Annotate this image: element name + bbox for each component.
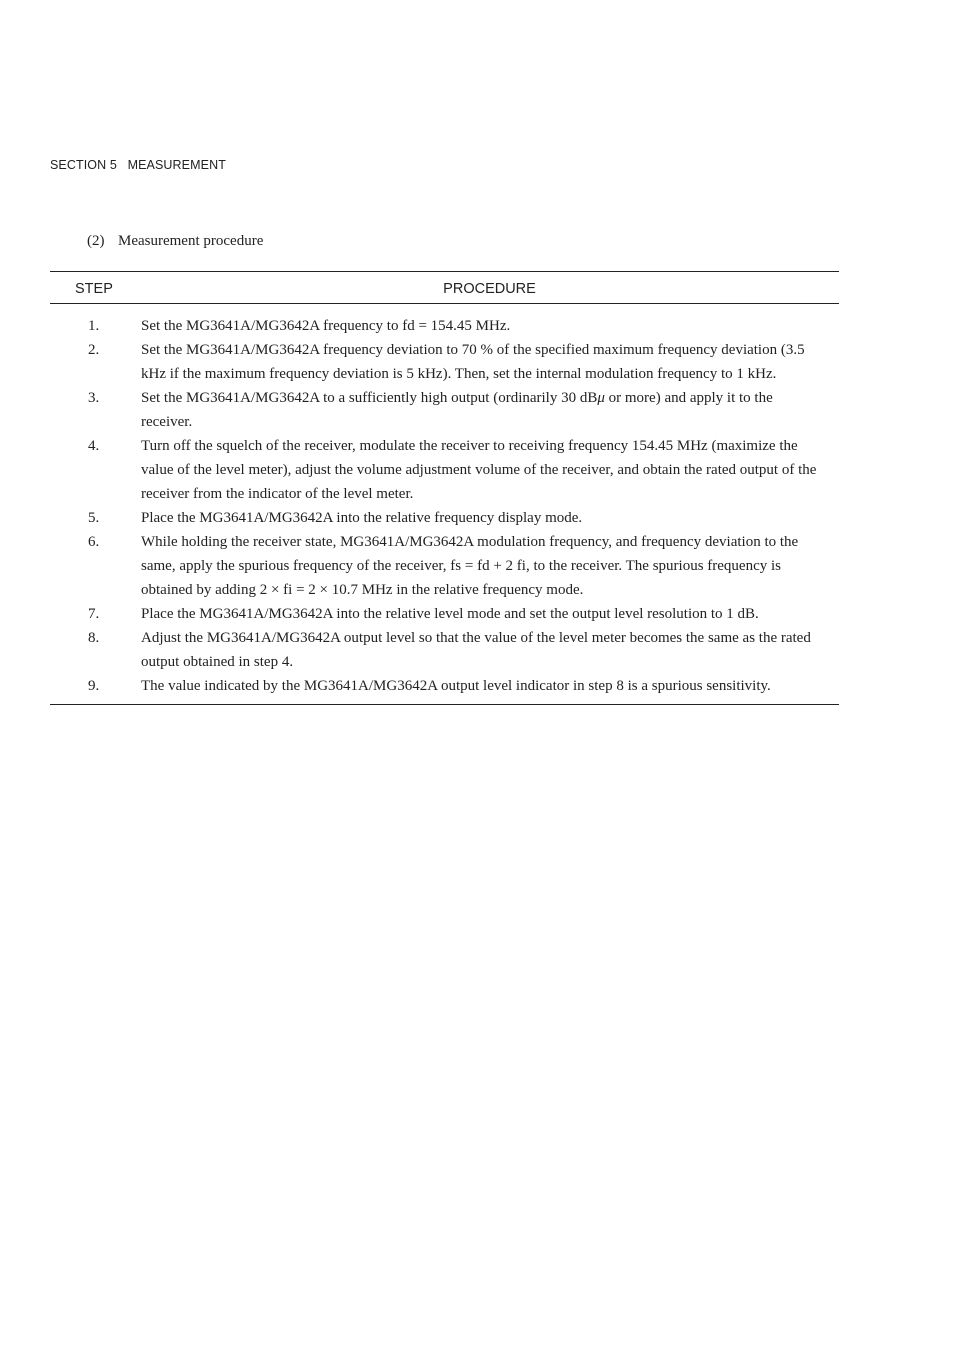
table-row [50, 674, 839, 698]
procedure-table [50, 271, 839, 705]
step-text: Set the MG3641A/MG3642A frequency deviation to 70 % of the specified maximum frequency deviation (3.5 kHz if the maximum frequency deviation is 5 kHz). Then, set the internal modulation frequency to 1 kHz. [141, 342, 805, 382]
step-number: 1. [88, 318, 100, 334]
step-number: 4. [88, 438, 100, 454]
step-text: Set the MG3641A/MG3642A frequency to fd = 154.45 MHz. [141, 318, 511, 334]
subheading-title: Measurement procedure [118, 233, 264, 249]
step-text: Turn off the squelch of the receiver, modulate the receiver to receiving frequency 154.45 MHz (maximize the value of the level meter), adjust the volume adjustment volume of the receiver, and obtain the rated output of the receiver from the indicator of the level meter. [141, 438, 817, 502]
table-row [50, 338, 839, 386]
step-number: 3. [88, 390, 100, 406]
step-text: While holding the receiver state, MG3641A/MG3642A modulation frequency, and frequency deviation to the same, apply the spurious frequency of the receiver, fs = fd + 2 fi, to the receiver. The spurious frequency is obtained by adding 2 × fi = 2 × 10.7 MHz in the relative frequency mode. [141, 534, 799, 598]
step-text: The value indicated by the MG3641A/MG3642A output level indicator in step 8 is a spurious sensitivity. [141, 678, 771, 694]
step-text-part: or more) and apply it to the receiver. [141, 390, 773, 430]
step-number: 2. [88, 342, 100, 358]
table-row [50, 626, 839, 674]
micro-symbol: μ [597, 390, 605, 406]
section-header: SECTION 5 MEASUREMENT [50, 158, 226, 172]
step-text: Place the MG3641A/MG3642A into the relative level mode and set the output level resolution to 1 dB. [141, 606, 759, 622]
column-header-step: STEP [75, 281, 113, 297]
subheading-number: (2) [87, 233, 105, 249]
table-body [50, 304, 839, 704]
table-row [50, 386, 839, 434]
step-number: 5. [88, 510, 100, 526]
table-header [50, 272, 839, 304]
table-row [50, 506, 839, 530]
step-number: 6. [88, 534, 100, 550]
step-text [141, 386, 839, 434]
step-number: 9. [88, 678, 100, 694]
step-text: Adjust the MG3641A/MG3642A output level so that the value of the level meter becomes the same as the rated output obtained in step 4. [141, 630, 811, 670]
column-header-procedure: PROCEDURE [443, 281, 536, 297]
table-row [50, 530, 839, 602]
step-text-part: Set the MG3641A/MG3642A to a sufficiently high output (ordinarily 30 dB [141, 390, 598, 406]
table-row [50, 602, 839, 626]
table-row [50, 434, 839, 506]
step-number: 8. [88, 630, 100, 646]
step-text: Place the MG3641A/MG3642A into the relative frequency display mode. [141, 510, 583, 526]
table-row [50, 314, 839, 338]
subheading [87, 233, 263, 250]
step-number: 7. [88, 606, 100, 622]
